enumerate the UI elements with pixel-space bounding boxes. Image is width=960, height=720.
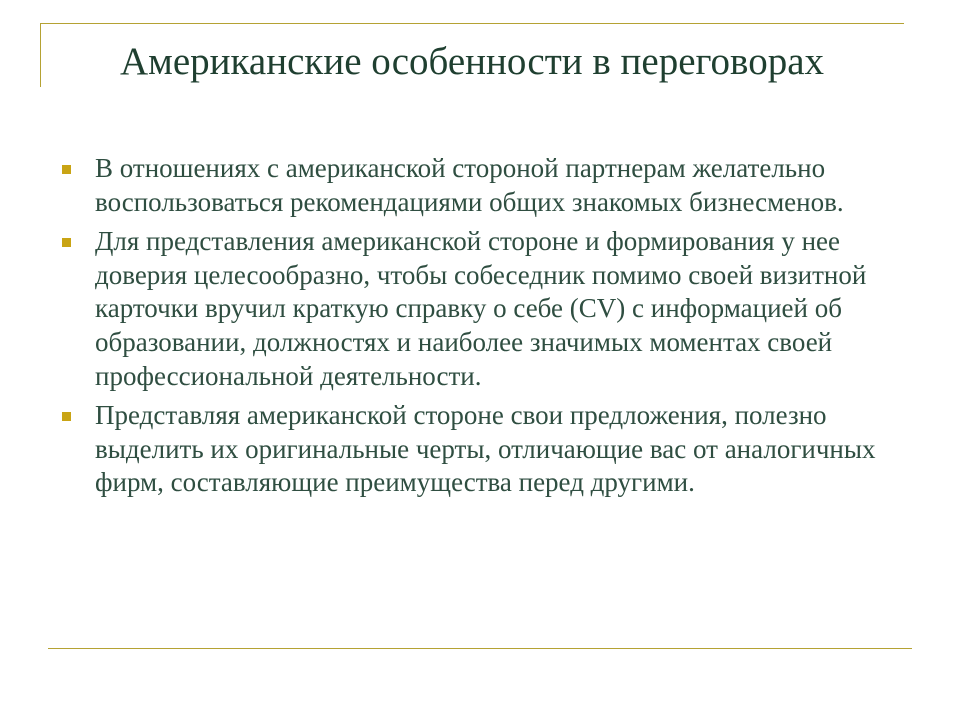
bullet-text: Представляя американской стороне свои предложения, полезно выделить их оригинальные черты, отличающие вас от аналогичных фирм, составляющие преимущества перед другими.: [95, 400, 876, 498]
bullet-text: В отношениях с американской стороной партнерам желательно воспользоваться рекомендациями общих знакомых бизнесменов.: [95, 153, 844, 217]
bottom-rule: [48, 648, 912, 649]
square-bullet-icon: [62, 238, 71, 247]
top-rule: [40, 23, 904, 24]
square-bullet-icon: [62, 165, 71, 174]
bullet-list: [58, 152, 908, 506]
bullet-item: [58, 399, 908, 500]
square-bullet-icon: [62, 412, 71, 421]
bullet-item: [58, 225, 908, 393]
bullet-text: Для представления американской стороне и формирования у нее доверия целесообразно, чтобы собеседник помимо своей визитной карточки вручил краткую справку о себе (CV) с информацией об образовании, должностях и наиболее значимых моментах своей профессиональной деятельности.: [95, 226, 867, 391]
bullet-item: [58, 152, 908, 219]
slide-title: Американские особенности в переговорах: [120, 40, 824, 83]
